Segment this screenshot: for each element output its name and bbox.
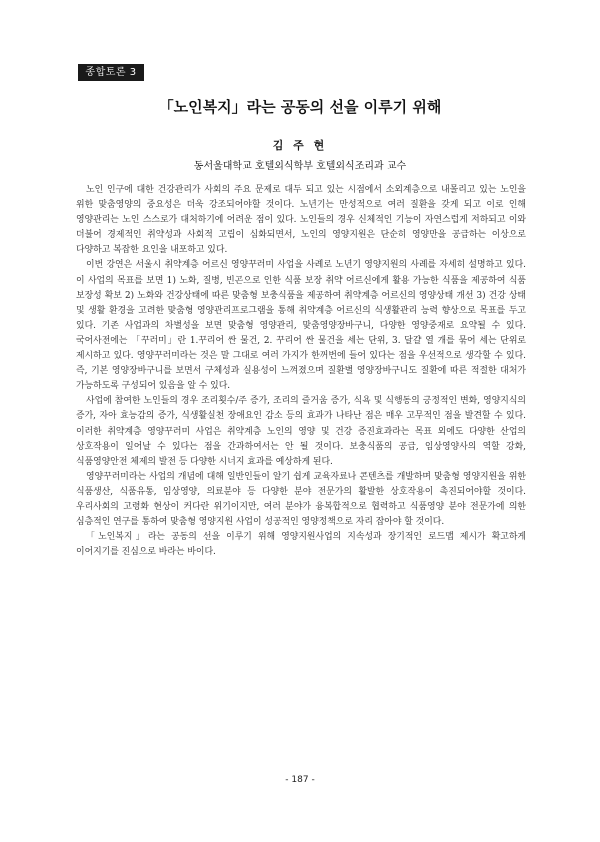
body-paragraph: 사업에 참여한 노인들의 경우 조리횟수/주 증가, 조리의 즐거움 증가, 식욕 및 식행동의 긍정적인 변화, 영양지식의 증가, 자아 효능감의 증가, 식생활실천 장애요인 감소 등의 효과가 나타난 점은 매우 고무적인 점을 발견할 수 있다. 이러한 취약계층 영양꾸러미 사업은 취약계층 노인의 영양 및 건강 증진효과라는 목표 외에도 다양한 산업의 상호작용이 일어날 수 있다는 점을 간과하여서는 안 될 것이다. 보충식품의 공급, 임상영양사의 역할 강화, 식품영양안전 체제의 발전 등 다양한 시너지 효과를 예상하게 된다.: [76, 396, 526, 467]
article-body: [76, 183, 526, 560]
body-paragraph: 영양꾸러미라는 사업의 개념에 대해 일반인들이 알기 쉽게 교육자료나 콘텐츠를 개발하며 맞춤형 영양지원을 위한 식품생산, 식품유통, 임상영양, 의료분야 등 다양한 분야 전문가의 활발한 상호작용이 촉진되어야할 것이다. 우리사회의 고령화 현상이 커다란 위기이지만, 여러 분야가 융복합적으로 협력하고 식품영양 분야 전문가에 의한 심층적인 연구를 통하여 맞춤형 영양지원 사업이 성공적인 영양정책으로 자리 잡아야 할 것이다.: [76, 471, 526, 528]
body-paragraph: 이번 강연은 서울시 취약계층 어르신 영양꾸러미 사업을 사례로 노년기 영양지원의 사례를 자세히 설명하고 있다. 이 사업의 목표를 보면 1) 노화, 질병, 빈곤으로 인한 식품 보장 취약 어르신에게 활용 가능한 식품을 제공하여 식품 보장성 확보 2) 노화와 건강상태에 따른 맞춤형 보충식품을 제공하여 취약계층 어르신의 영양상태 개선 3) 건강 상태 및 생활 환경을 고려한 맞춤형 영양관리프로그램을 통해 취약계층 어르신의 식생활관리 능력 향상으로 목표를 두고 있다. 기존 사업과의 차별성을 보면 맞춤형 영양관리, 맞춤영양장바구니, 다양한 영양중재로 요약될 수 있다. 국어사전에는 「꾸러미」란 1.꾸리어 싼 물건, 2. 꾸리어 싼 물건을 세는 단위, 3. 달걀 열 개를 묶어 세는 단위로 제시하고 있다. 영양꾸러미라는 것은 말 그대로 여러 가지가 한꺼번에 들어 있다는 점을 우선적으로 생각할 수 있다. 즉, 기본 영양장바구니를 보면서 구체성과 실용성이 느껴졌으며 질환별 영양장바구니도 질환에 따른 적절한 대처가 가능하도록 구성되어 있음을 알 수 있다.: [76, 260, 526, 392]
body-paragraph: 「노인복지」라는 공동의 선을 이루기 위해 영양지원사업의 지속성과 장기적인 로드맵 제시가 확고하게 이어지기를 진심으로 바라는 바이다.: [76, 532, 526, 558]
page-number: - 187 -: [285, 775, 315, 785]
body-paragraph: 노인 인구에 대한 건강관리가 사회의 주요 문제로 대두 되고 있는 시점에서 소외계층으로 내몰리고 있는 노인을 위한 맞춤영양의 중요성은 더욱 강조되어야할 것이다. 노년기는 만성적으로 여러 질환을 갖게 되고 이로 인해 영양관리는 노인 스스로가 대처하기에 어려운 점이 있다. 노인들의 경우 신체적인 기능이 자연스럽게 저하되고 이와 더불어 경제적인 취약성과 사회적 고립이 심화되면서, 노인의 영양지원은 단순히 영양만을 공급하는 이상으로 다양하고 복잡한 요인을 내포하고 있다.: [76, 185, 526, 256]
author-affiliation: 동서울대학교 호텔외식학부 호텔외식조리과 교수: [193, 161, 407, 172]
article-title: 「노인복지」라는 공동의 선을 이루기 위해: [158, 98, 442, 116]
author-name: 김 주 현: [272, 139, 328, 152]
session-tag: 종합토론 3: [78, 64, 144, 81]
